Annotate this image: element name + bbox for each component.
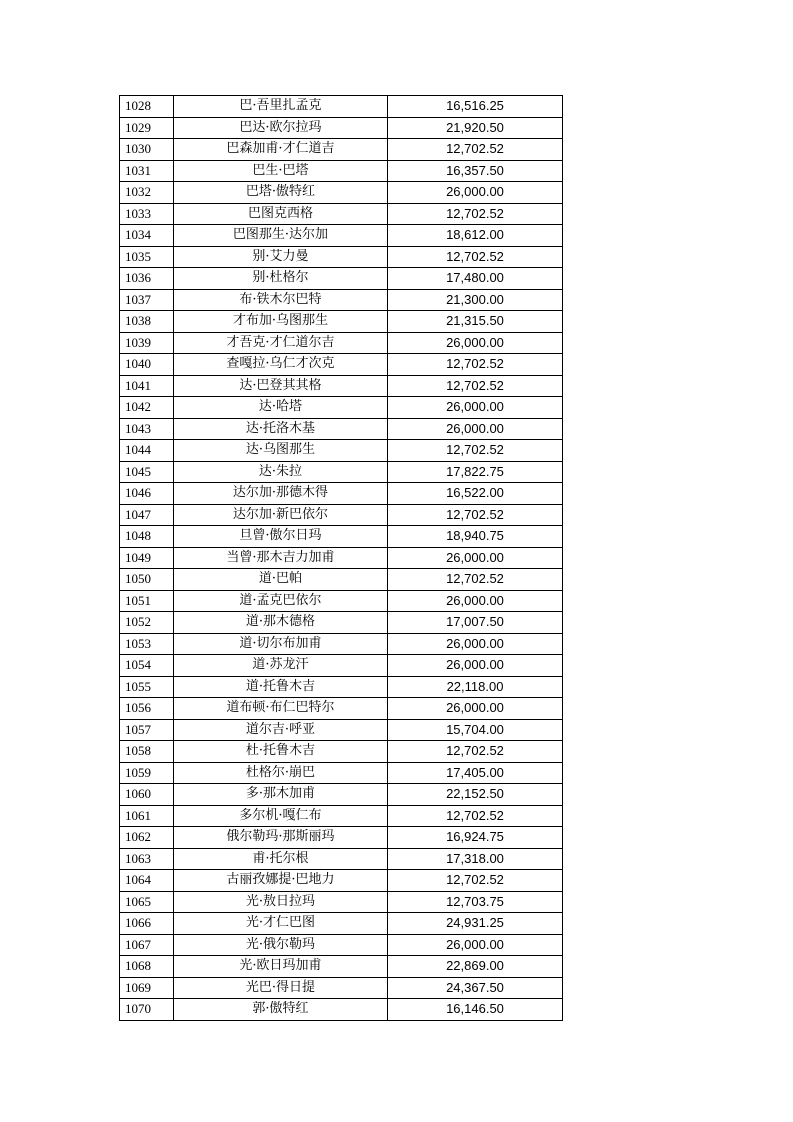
row-number-cell: 1029 bbox=[120, 117, 174, 139]
table-row bbox=[120, 203, 563, 225]
table-row bbox=[120, 719, 563, 741]
table-row bbox=[120, 891, 563, 913]
person-name-cell: 甫·托尔根 bbox=[174, 848, 388, 870]
amount-cell: 22,152.50 bbox=[388, 784, 563, 806]
person-name-cell: 旦曾·傲尔日玛 bbox=[174, 526, 388, 548]
table-row bbox=[120, 139, 563, 161]
table-row bbox=[120, 590, 563, 612]
row-number-cell: 1032 bbox=[120, 182, 174, 204]
person-name-cell: 道·那木德格 bbox=[174, 612, 388, 634]
amount-cell: 21,315.50 bbox=[388, 311, 563, 333]
table-row bbox=[120, 913, 563, 935]
row-number-cell: 1051 bbox=[120, 590, 174, 612]
table-row bbox=[120, 96, 563, 118]
row-number-cell: 1028 bbox=[120, 96, 174, 118]
person-name-cell: 才吾克·才仁道尔吉 bbox=[174, 332, 388, 354]
person-name-cell: 光·才仁巴图 bbox=[174, 913, 388, 935]
amount-cell: 24,931.25 bbox=[388, 913, 563, 935]
table-row bbox=[120, 268, 563, 290]
person-name-cell: 巴·吾里扎孟克 bbox=[174, 96, 388, 118]
amount-cell: 12,702.52 bbox=[388, 741, 563, 763]
person-name-cell: 道·切尔布加甫 bbox=[174, 633, 388, 655]
amount-cell: 17,007.50 bbox=[388, 612, 563, 634]
table-row bbox=[120, 483, 563, 505]
person-name-cell: 多·那木加甫 bbox=[174, 784, 388, 806]
person-name-cell: 巴塔·傲特红 bbox=[174, 182, 388, 204]
amount-cell: 26,000.00 bbox=[388, 698, 563, 720]
table-row bbox=[120, 805, 563, 827]
row-number-cell: 1065 bbox=[120, 891, 174, 913]
amount-cell: 12,702.52 bbox=[388, 569, 563, 591]
amount-cell: 12,702.52 bbox=[388, 203, 563, 225]
table-row bbox=[120, 418, 563, 440]
row-number-cell: 1057 bbox=[120, 719, 174, 741]
row-number-cell: 1058 bbox=[120, 741, 174, 763]
amount-cell: 16,146.50 bbox=[388, 999, 563, 1021]
table-row bbox=[120, 934, 563, 956]
table-row bbox=[120, 182, 563, 204]
row-number-cell: 1043 bbox=[120, 418, 174, 440]
table-row bbox=[120, 504, 563, 526]
row-number-cell: 1047 bbox=[120, 504, 174, 526]
person-name-cell: 布·铁木尔巴特 bbox=[174, 289, 388, 311]
person-name-cell: 多尔机·嘎仁布 bbox=[174, 805, 388, 827]
person-name-cell: 达·巴登其其格 bbox=[174, 375, 388, 397]
table-row bbox=[120, 741, 563, 763]
row-number-cell: 1067 bbox=[120, 934, 174, 956]
table-row bbox=[120, 547, 563, 569]
person-name-cell: 光·欧日玛加甫 bbox=[174, 956, 388, 978]
table-row bbox=[120, 633, 563, 655]
table-row bbox=[120, 956, 563, 978]
table-row bbox=[120, 848, 563, 870]
table-row bbox=[120, 655, 563, 677]
table-row bbox=[120, 375, 563, 397]
person-name-cell: 别·艾力曼 bbox=[174, 246, 388, 268]
table-row bbox=[120, 160, 563, 182]
row-number-cell: 1053 bbox=[120, 633, 174, 655]
row-number-cell: 1040 bbox=[120, 354, 174, 376]
table-row bbox=[120, 999, 563, 1021]
amount-cell: 12,702.52 bbox=[388, 354, 563, 376]
amount-cell: 22,869.00 bbox=[388, 956, 563, 978]
row-number-cell: 1035 bbox=[120, 246, 174, 268]
amount-cell: 18,612.00 bbox=[388, 225, 563, 247]
person-name-cell: 道·孟克巴依尔 bbox=[174, 590, 388, 612]
person-name-cell: 巴森加甫·才仁道吉 bbox=[174, 139, 388, 161]
row-number-cell: 1063 bbox=[120, 848, 174, 870]
person-name-cell: 光巴·得日提 bbox=[174, 977, 388, 999]
amount-cell: 22,118.00 bbox=[388, 676, 563, 698]
table-row bbox=[120, 977, 563, 999]
table-row bbox=[120, 676, 563, 698]
person-name-cell: 达·托洛木基 bbox=[174, 418, 388, 440]
row-number-cell: 1055 bbox=[120, 676, 174, 698]
person-name-cell: 道·苏龙汗 bbox=[174, 655, 388, 677]
table-row bbox=[120, 225, 563, 247]
amount-cell: 21,300.00 bbox=[388, 289, 563, 311]
table-row bbox=[120, 397, 563, 419]
person-name-cell: 达·朱拉 bbox=[174, 461, 388, 483]
table-row bbox=[120, 461, 563, 483]
row-number-cell: 1041 bbox=[120, 375, 174, 397]
amount-cell: 17,405.00 bbox=[388, 762, 563, 784]
amount-cell: 26,000.00 bbox=[388, 397, 563, 419]
amount-cell: 12,702.52 bbox=[388, 805, 563, 827]
person-name-cell: 杜格尔·崩巴 bbox=[174, 762, 388, 784]
table-row bbox=[120, 870, 563, 892]
table-row bbox=[120, 827, 563, 849]
row-number-cell: 1036 bbox=[120, 268, 174, 290]
table-row bbox=[120, 784, 563, 806]
row-number-cell: 1050 bbox=[120, 569, 174, 591]
person-name-cell: 达尔加·新巴依尔 bbox=[174, 504, 388, 526]
row-number-cell: 1045 bbox=[120, 461, 174, 483]
table-row bbox=[120, 569, 563, 591]
person-name-cell: 巴图那生·达尔加 bbox=[174, 225, 388, 247]
amount-cell: 16,522.00 bbox=[388, 483, 563, 505]
amount-cell: 12,703.75 bbox=[388, 891, 563, 913]
row-number-cell: 1062 bbox=[120, 827, 174, 849]
person-name-cell: 光·俄尔勒玛 bbox=[174, 934, 388, 956]
amount-cell: 26,000.00 bbox=[388, 182, 563, 204]
person-name-cell: 道布顿·布仁巴特尔 bbox=[174, 698, 388, 720]
table-row bbox=[120, 311, 563, 333]
person-name-cell: 郭·傲特红 bbox=[174, 999, 388, 1021]
amount-cell: 18,940.75 bbox=[388, 526, 563, 548]
amount-cell: 16,516.25 bbox=[388, 96, 563, 118]
row-number-cell: 1031 bbox=[120, 160, 174, 182]
person-name-cell: 达·哈塔 bbox=[174, 397, 388, 419]
payment-table bbox=[119, 95, 563, 1021]
table-row bbox=[120, 612, 563, 634]
row-number-cell: 1052 bbox=[120, 612, 174, 634]
amount-cell: 26,000.00 bbox=[388, 418, 563, 440]
person-name-cell: 古丽孜娜提·巴地力 bbox=[174, 870, 388, 892]
amount-cell: 16,357.50 bbox=[388, 160, 563, 182]
row-number-cell: 1030 bbox=[120, 139, 174, 161]
amount-cell: 12,702.52 bbox=[388, 375, 563, 397]
row-number-cell: 1059 bbox=[120, 762, 174, 784]
table-row bbox=[120, 354, 563, 376]
amount-cell: 12,702.52 bbox=[388, 504, 563, 526]
table-row bbox=[120, 698, 563, 720]
row-number-cell: 1048 bbox=[120, 526, 174, 548]
person-name-cell: 光·敖日拉玛 bbox=[174, 891, 388, 913]
row-number-cell: 1056 bbox=[120, 698, 174, 720]
amount-cell: 26,000.00 bbox=[388, 633, 563, 655]
row-number-cell: 1038 bbox=[120, 311, 174, 333]
amount-cell: 26,000.00 bbox=[388, 590, 563, 612]
person-name-cell: 达尔加·那德木得 bbox=[174, 483, 388, 505]
amount-cell: 12,702.52 bbox=[388, 440, 563, 462]
amount-cell: 15,704.00 bbox=[388, 719, 563, 741]
person-name-cell: 才布加·乌图那生 bbox=[174, 311, 388, 333]
table-row bbox=[120, 440, 563, 462]
amount-cell: 12,702.52 bbox=[388, 246, 563, 268]
amount-cell: 12,702.52 bbox=[388, 870, 563, 892]
person-name-cell: 巴达·欧尔拉玛 bbox=[174, 117, 388, 139]
table-row bbox=[120, 117, 563, 139]
person-name-cell: 巴图克西格 bbox=[174, 203, 388, 225]
person-name-cell: 道·托鲁木吉 bbox=[174, 676, 388, 698]
row-number-cell: 1039 bbox=[120, 332, 174, 354]
amount-cell: 26,000.00 bbox=[388, 547, 563, 569]
table-row bbox=[120, 289, 563, 311]
row-number-cell: 1054 bbox=[120, 655, 174, 677]
row-number-cell: 1060 bbox=[120, 784, 174, 806]
person-name-cell: 杜·托鲁木吉 bbox=[174, 741, 388, 763]
amount-cell: 16,924.75 bbox=[388, 827, 563, 849]
person-name-cell: 当曾·那木吉力加甫 bbox=[174, 547, 388, 569]
amount-cell: 24,367.50 bbox=[388, 977, 563, 999]
amount-cell: 26,000.00 bbox=[388, 332, 563, 354]
row-number-cell: 1037 bbox=[120, 289, 174, 311]
row-number-cell: 1046 bbox=[120, 483, 174, 505]
person-name-cell: 查嘎拉·乌仁才次克 bbox=[174, 354, 388, 376]
table-row bbox=[120, 246, 563, 268]
table-row bbox=[120, 762, 563, 784]
row-number-cell: 1034 bbox=[120, 225, 174, 247]
row-number-cell: 1064 bbox=[120, 870, 174, 892]
amount-cell: 21,920.50 bbox=[388, 117, 563, 139]
person-name-cell: 俄尔勒玛·那斯丽玛 bbox=[174, 827, 388, 849]
amount-cell: 17,318.00 bbox=[388, 848, 563, 870]
row-number-cell: 1070 bbox=[120, 999, 174, 1021]
person-name-cell: 别·杜格尔 bbox=[174, 268, 388, 290]
amount-cell: 17,822.75 bbox=[388, 461, 563, 483]
table-row bbox=[120, 332, 563, 354]
payment-table-body bbox=[120, 96, 563, 1021]
amount-cell: 26,000.00 bbox=[388, 655, 563, 677]
amount-cell: 12,702.52 bbox=[388, 139, 563, 161]
amount-cell: 17,480.00 bbox=[388, 268, 563, 290]
row-number-cell: 1066 bbox=[120, 913, 174, 935]
amount-cell: 26,000.00 bbox=[388, 934, 563, 956]
row-number-cell: 1069 bbox=[120, 977, 174, 999]
row-number-cell: 1068 bbox=[120, 956, 174, 978]
row-number-cell: 1042 bbox=[120, 397, 174, 419]
person-name-cell: 巴生·巴塔 bbox=[174, 160, 388, 182]
row-number-cell: 1049 bbox=[120, 547, 174, 569]
row-number-cell: 1033 bbox=[120, 203, 174, 225]
table-row bbox=[120, 526, 563, 548]
person-name-cell: 达·乌图那生 bbox=[174, 440, 388, 462]
row-number-cell: 1061 bbox=[120, 805, 174, 827]
row-number-cell: 1044 bbox=[120, 440, 174, 462]
person-name-cell: 道·巴帕 bbox=[174, 569, 388, 591]
person-name-cell: 道尔吉·呼亚 bbox=[174, 719, 388, 741]
